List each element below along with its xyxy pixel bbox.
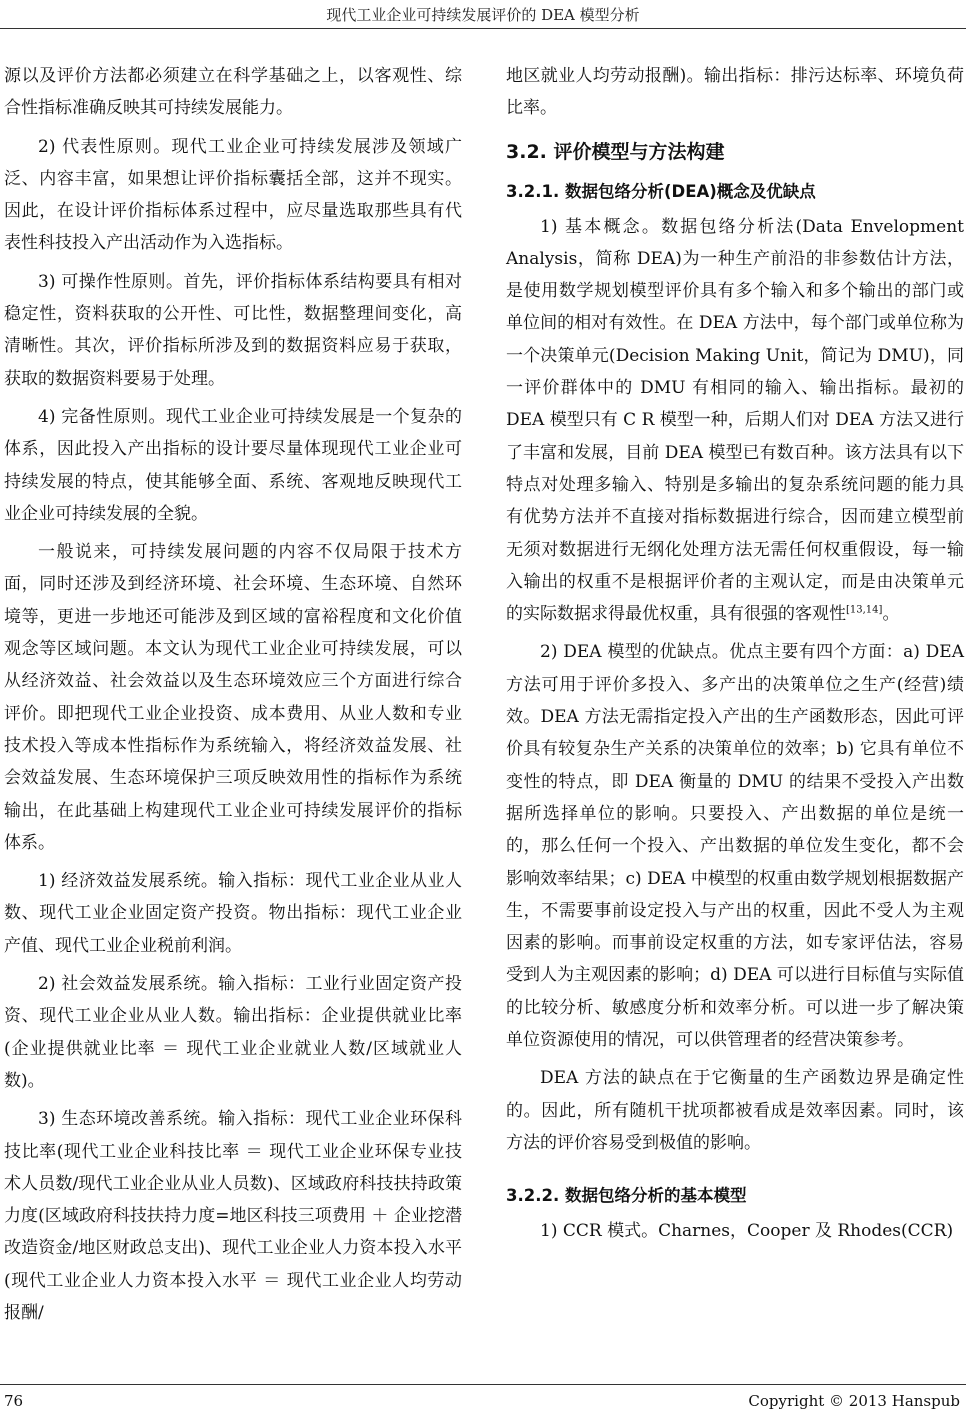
section-heading-3-2: 3.2. 评价模型与方法构建	[506, 140, 725, 163]
paragraph-text-end: 。	[882, 604, 900, 625]
paragraph: 源以及评价方法都必须建立在科学基础之上，以客观性、综合性指标准确反映其可持续发展能力。	[4, 66, 462, 119]
citation: [13,14]	[846, 604, 883, 616]
paragraph: 地区就业人均劳动报酬)。输出指标：排污达标率、环境负荷比率。	[506, 66, 964, 119]
footer-rule	[0, 1384, 966, 1385]
paragraph: 2) 代表性原则。现代工业企业可持续发展涉及领域广泛、内容丰富，如果想让评价指标囊括全部，这并不现实。因此，在设计评价指标体系过程中，应尽量选取那些具有代表性科技投入产出活动作为入选指标。	[4, 136, 462, 254]
section-heading-3-2-2: 3.2.2. 数据包络分析的基本模型	[506, 1186, 747, 1206]
header-rule	[0, 28, 966, 29]
paragraph: 2) 社会效益发展系统。输入指标：工业行业固定资产投资、现代工业企业从业人数。输出指标：企业提供就业比率(企业提供就业比率 ＝ 现代工业企业就业人数/区域就业人数)。	[4, 974, 462, 1091]
copyright-notice: Copyright © 2013 Hanspub	[748, 1392, 960, 1410]
paragraph-pros-cons: 2) DEA 模型的优缺点。优点主要有四个方面：a) DEA 方法可用于评价多投入、多产出的决策单位之生产(经营)绩效。DEA 方法无需指定投入产出的生产函数形态，因此可评价具有较复杂生产关系的决策单位的效率；b) 它具有单位不变性的特点，即 DEA 衡量的 DMU 的结果不受投入产出数据所选择单位的影响。只要投入、产出数据的单位是统一的，那么任何一个投入、产出数据的单位发生变化，都不会影响效率结果；c) DEA 中模型的权重由数学规划根据数据产生，不需要事前设定投入与产出的权重，因此不受人为主观因素的影响。而事前设定权重的方法，如专家评估法，容易受到人为主观因素的影响；d) DEA 可以进行目标值与实际值的比较分析、敏感度分析和效率分析。可以进一步了解决策单位资源使用的情况，可以供管理者的经营决策参考。	[506, 642, 964, 1051]
paragraph: 3) 生态环境改善系统。输入指标：现代工业企业环保科技比率(现代工业企业科技比率 ＝ 现代工业企业环保专业技术人员数/现代工业企业从业人员数)、区域政府科技扶持政策力度(区域政府科技扶持力度=地区科技三项费用 ＋ 企业挖潜改造资金/地区财政总支出)、现代工业企业人力资本投入水平(现代工业企业人力资本投入水平 ＝ 现代工业企业人均劳动报酬/	[4, 1109, 462, 1323]
paragraph: 3) 可操作性原则。首先，评价指标体系结构要具有相对稳定性，资料获取的公开性、可比性，数据整理间变化，高清晰性。其次，评价指标所涉及到的数据资料应易于获取，获取的数据资料要易于处理。	[4, 271, 462, 389]
paragraph-ccr: 1) CCR 模式。Charnes，Cooper 及 Rhodes(CCR)	[540, 1221, 954, 1242]
paragraph: 4) 完备性原则。现代工业企业可持续发展是一个复杂的体系，因此投入产出指标的设计要尽量体现现代工业企业可持续发展的特点，使其能够全面、系统、客观地反映现代工业企业可持续发展的全貌。	[4, 406, 462, 524]
page-number: 76	[4, 1392, 24, 1410]
running-header: 现代工业企业可持续发展评价的 DEA 模型分析	[326, 6, 640, 24]
right-column	[506, 60, 964, 1254]
left-column	[4, 60, 462, 1335]
paragraph-basic-concept	[506, 211, 964, 631]
paragraph: 一般说来，可持续发展问题的内容不仅局限于技术方面，同时还涉及到经济环境、社会环境、生态环境、自然环境等，更进一步地还可能涉及到区域的富裕程度和文化价值观念等区域问题。本文认为现代工业企业可持续发展，可以从经济效益、社会效益以及生态环境效应三个方面进行综合评价。即把现代工业企业投资、成本费用、从业人数和专业技术投入等成本性指标作为系统输入，将经济效益发展、社会效益发展、生态环境保护三项反映效用性的指标作为系统输出，在此基础上构建现代工业企业可持续发展评价的指标体系。	[4, 542, 462, 853]
paragraph-text: 1) 基本概念。数据包络分析法(Data Envelopment Analysis，简称 DEA)为一种生产前沿的非参数估计方法，是使用数学规划模型评价具有多个输入和多个输出的部门或单位间的相对有效性。在 DEA 方法中，每个部门或单位称为一个决策单元(Decision Making Unit，简记为 DMU)，同一评价群体中的 DMU 有相同的输入、输出指标。最初的 DEA 模型只有 C R 模型一种，后期人们对 DEA 方法又进行了丰富和发展，目前 DEA 模型已有数百种。该方法具有以下特点对处理多输入、特别是多输出的复杂系统问题的能力具有优势方法并不直接对指标数据进行综合，因而建立模型前无须对数据进行无纲化处理方法无需任何权重假设，每一输入输出的权重不是根据评价者的主观认定，而是由决策单元的实际数据求得最优权重，具有很强的客观性	[506, 216, 964, 625]
paragraph: 1) 经济效益发展系统。输入指标：现代工业企业从业人数、现代工业企业固定资产投资。物出指标：现代工业企业产值、现代工业企业税前利润。	[4, 871, 462, 956]
paragraph-shortcoming: DEA 方法的缺点在于它衡量的生产函数边界是确定性的。因此，所有随机干扰项都被看成是效率因素。同时，该方法的评价容易受到极值的影响。	[506, 1068, 964, 1153]
section-heading-3-2-1: 3.2.1. 数据包络分析(DEA)概念及优缺点	[506, 181, 816, 201]
